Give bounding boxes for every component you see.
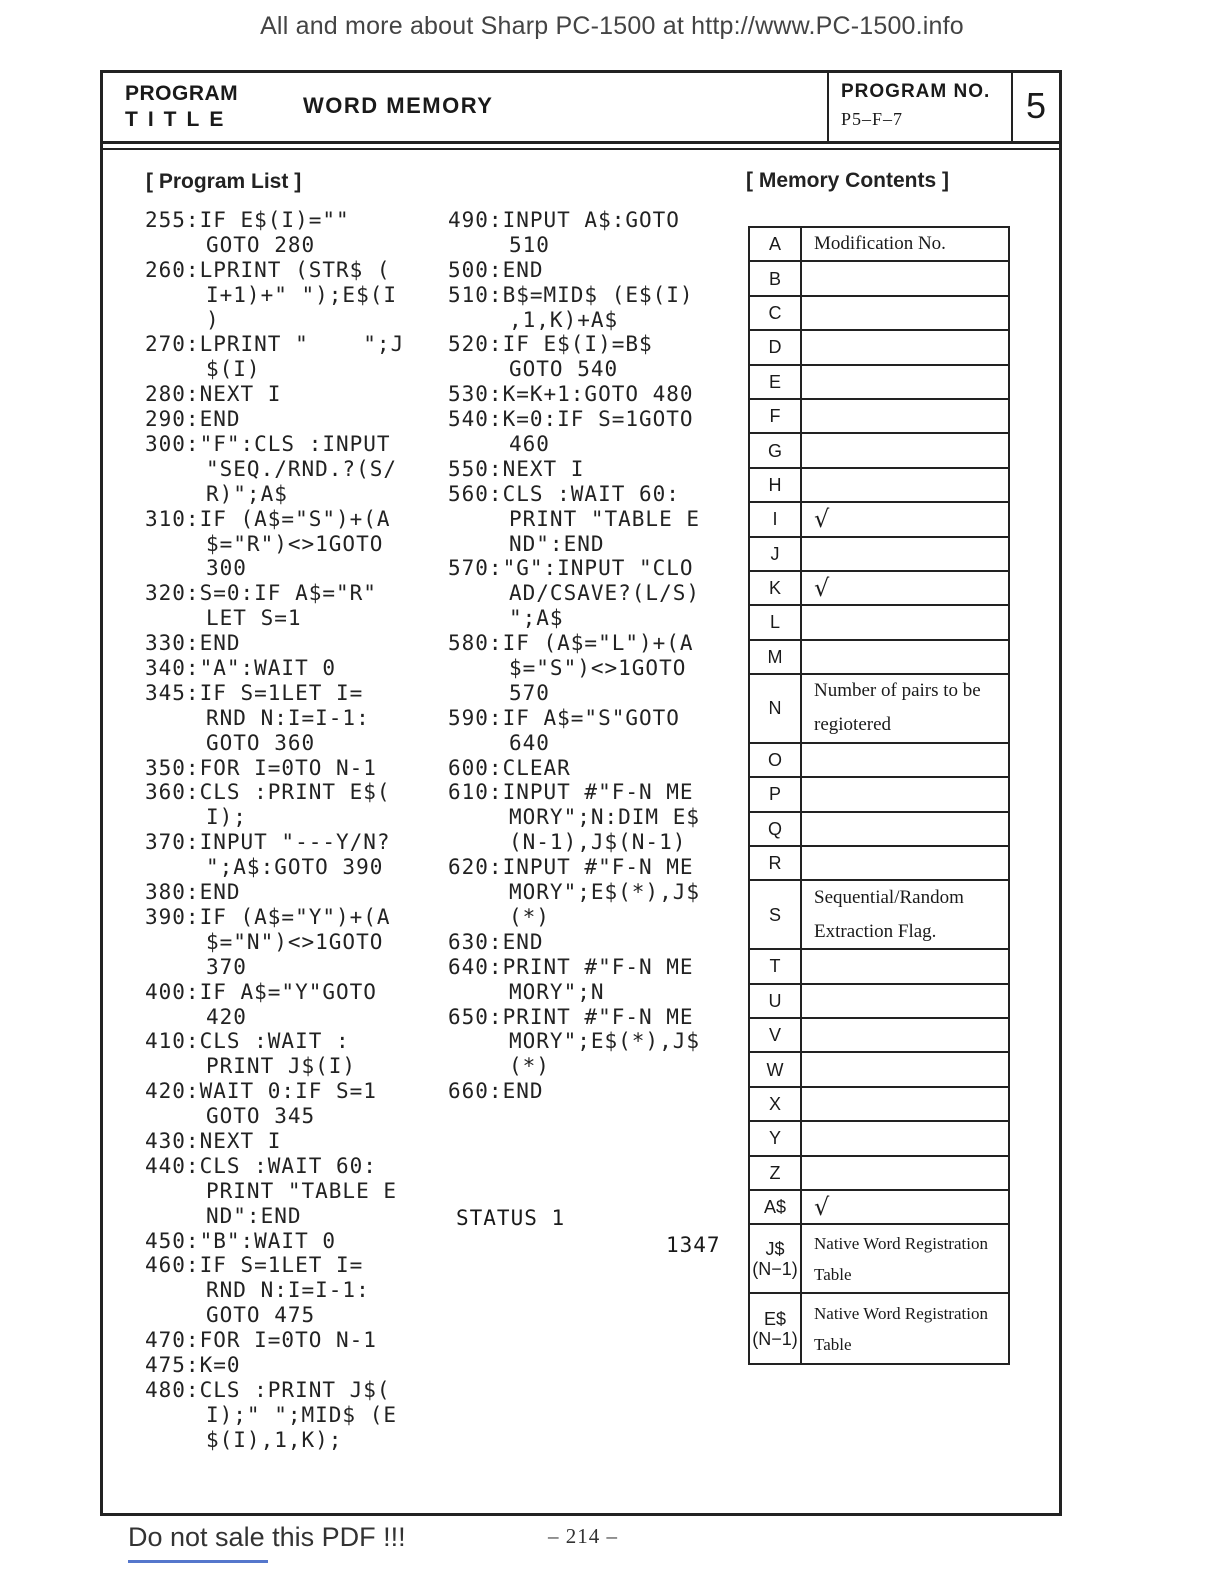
memory-description [802, 228, 1008, 260]
memory-row [750, 744, 1008, 778]
memory-variable: Y [750, 1122, 802, 1154]
memory-variable: E$ (N−1) [750, 1294, 802, 1363]
memory-row [750, 331, 1008, 365]
code-line: AD/CSAVE?(L/S) [509, 581, 701, 606]
code-line: 570 [509, 680, 550, 705]
code-line: I+1)+" ");E$(I [206, 282, 398, 307]
memory-description [802, 1053, 1008, 1085]
code-line: 580:IF (A$="L")+(A [448, 631, 694, 656]
memory-variable: A$ [750, 1191, 802, 1223]
memory-description [802, 985, 1008, 1017]
code-line: 410:CLS :WAIT : [145, 1029, 350, 1054]
memory-description [802, 538, 1008, 570]
code-line: 290:END [145, 407, 241, 432]
code-line: 450:"B":WAIT 0 [145, 1228, 337, 1253]
check-mark [802, 572, 1008, 604]
memory-description-text: Modification No. [814, 233, 946, 255]
memory-description [802, 1019, 1008, 1051]
code-line: 500:END [448, 257, 544, 282]
memory-contents-table [748, 226, 1010, 1365]
code-line: MORY";E$(*),J$ [509, 1029, 701, 1054]
memory-description [802, 1122, 1008, 1154]
code-line: GOTO 360 [206, 730, 316, 755]
memory-row [750, 813, 1008, 847]
memory-row [750, 297, 1008, 331]
code-line: 370 [206, 954, 247, 979]
memory-description-text: √ [814, 574, 830, 603]
code-line: 310:IF (A$="S")+(A [145, 506, 391, 531]
memory-description [802, 813, 1008, 845]
code-line: 320:S=0:IF A$="R" [145, 581, 377, 606]
program-title-label [103, 73, 263, 141]
check-mark [802, 503, 1008, 535]
memory-description [802, 675, 1008, 742]
code-line: 300 [206, 556, 247, 581]
memory-variable: X [750, 1088, 802, 1120]
code-line: PRINT "TABLE E [509, 506, 701, 531]
memory-variable: U [750, 985, 802, 1017]
code-line: LET S=1 [206, 606, 302, 631]
memory-row [750, 228, 1008, 262]
memory-description [802, 1225, 1008, 1292]
memory-row [750, 1088, 1008, 1122]
code-line: 560:CLS :WAIT 60: [448, 481, 680, 506]
code-line: PRINT "TABLE E [206, 1178, 398, 1203]
memory-variable: P [750, 778, 802, 810]
code-line: I);" ";MID$ (E [206, 1402, 398, 1427]
memory-row [750, 469, 1008, 503]
code-line: 510:B$=MID$ (E$(I) [448, 282, 694, 307]
memory-row [750, 538, 1008, 572]
memory-description [802, 847, 1008, 879]
memory-variable: M [750, 641, 802, 673]
code-line: 530:K=K+1:GOTO 480 [448, 382, 694, 407]
memory-description [802, 297, 1008, 329]
code-line: GOTO 280 [206, 232, 316, 257]
code-line: 520:IF E$(I)=B$ [448, 332, 653, 357]
code-line: 390:IF (A$="Y")+(A [145, 904, 391, 929]
memory-description [802, 1157, 1008, 1189]
code-line: 280:NEXT I [145, 382, 282, 407]
status-value: 1347 [666, 1233, 721, 1257]
code-line: 300:"F":CLS :INPUT [145, 432, 391, 457]
code-line: ) [206, 307, 220, 332]
code-line: PRINT J$(I) [206, 1054, 357, 1079]
code-line: 550:NEXT I [448, 456, 585, 481]
memory-row [750, 641, 1008, 675]
code-line: 480:CLS :PRINT J$( [145, 1377, 391, 1402]
program-number-cell [827, 73, 1011, 141]
program-number-value: P5–F–7 [841, 109, 904, 129]
code-line: $(I) [206, 357, 261, 382]
memory-row [750, 778, 1008, 812]
memory-row [750, 985, 1008, 1019]
code-line: 360:CLS :PRINT E$( [145, 780, 391, 805]
memory-description [802, 400, 1008, 432]
code-line: ";A$:GOTO 390 [206, 855, 384, 880]
code-line: 255:IF E$(I)="" [145, 208, 350, 232]
code-line: 570:"G":INPUT "CLO [448, 556, 694, 581]
memory-description [802, 469, 1008, 501]
code-line: 620:INPUT #"F-N ME [448, 855, 694, 880]
program-list-heading: [ Program List ] [146, 170, 302, 193]
memory-description-text: Number of pairs to be regiotered [814, 680, 981, 736]
code-line: GOTO 345 [206, 1104, 316, 1129]
memory-variable: N [750, 675, 802, 742]
code-line: ND":END [206, 1203, 302, 1228]
page-number: – 214 – [548, 1524, 618, 1548]
code-line: 590:IF A$="S"GOTO [448, 705, 680, 730]
memory-description [802, 778, 1008, 810]
memory-description-text: √ [814, 1193, 830, 1222]
memory-description [802, 744, 1008, 776]
memory-contents-heading: [ Memory Contents ] [746, 169, 950, 192]
code-line: 380:END [145, 880, 241, 905]
memory-variable: C [750, 297, 802, 329]
code-line: 330:END [145, 631, 241, 656]
code-line: 420 [206, 1004, 247, 1029]
memory-row [750, 400, 1008, 434]
memory-description [802, 331, 1008, 363]
code-line: 600:CLEAR [448, 755, 571, 780]
title-row [103, 73, 1059, 144]
memory-variable: O [750, 744, 802, 776]
title-label-line1: PROGRAM [125, 82, 239, 105]
code-line: 420:WAIT 0:IF S=1 [145, 1079, 377, 1104]
memory-row [750, 366, 1008, 400]
code-line: $="N")<>1GOTO [206, 929, 384, 954]
code-line: "SEQ./RND.?(S/ [206, 456, 398, 481]
memory-description-text: √ [814, 505, 830, 534]
code-line: 430:NEXT I [145, 1128, 282, 1153]
memory-row [750, 1019, 1008, 1053]
memory-variable: D [750, 331, 802, 363]
memory-row [750, 262, 1008, 296]
code-line: (N-1),J$(N-1) [509, 830, 687, 855]
source-banner: All and more about Sharp PC-1500 at http://www.PC-1500.info [260, 12, 964, 40]
memory-variable: F [750, 400, 802, 432]
code-line: 640:PRINT #"F-N ME [448, 954, 694, 979]
memory-variable: E [750, 366, 802, 398]
memory-row [750, 950, 1008, 984]
check-mark [802, 1191, 1008, 1223]
code-line: ";A$ [509, 606, 564, 631]
memory-row [750, 881, 1008, 950]
code-line: 540:K=0:IF S=1GOTO [448, 407, 694, 432]
memory-variable: H [750, 469, 802, 501]
code-line: RND N:I=I-1: [206, 705, 370, 730]
memory-description [802, 434, 1008, 466]
code-line: 340:"A":WAIT 0 [145, 656, 337, 681]
code-line: 640 [509, 730, 550, 755]
memory-description [802, 606, 1008, 638]
code-line: 345:IF S=1LET I= [145, 680, 364, 705]
code-line: 660:END [448, 1079, 544, 1104]
memory-variable: V [750, 1019, 802, 1051]
code-line: ,1,K)+A$ [509, 307, 619, 332]
memory-variable: A [750, 228, 802, 260]
memory-row [750, 606, 1008, 640]
memory-description-text: Native Word Registration Table [814, 1303, 988, 1354]
page-index: 5 [1011, 73, 1059, 141]
memory-description [802, 881, 1008, 948]
code-line: 440:CLS :WAIT 60: [145, 1153, 377, 1178]
code-line: 630:END [448, 929, 544, 954]
memory-variable: S [750, 881, 802, 948]
code-line: $="R")<>1GOTO [206, 531, 384, 556]
memory-variable: J$ (N−1) [750, 1225, 802, 1292]
code-line: (*) [509, 1054, 550, 1079]
code-line: 650:PRINT #"F-N ME [448, 1004, 694, 1029]
code-line: (*) [509, 904, 550, 929]
memory-description-text: Native Word Registration Table [814, 1233, 988, 1284]
code-line: I); [206, 805, 247, 830]
code-line: 270:LPRINT " ";J [145, 332, 405, 357]
code-line: 470:FOR I=0TO N-1 [145, 1328, 377, 1353]
memory-description [802, 1088, 1008, 1120]
code-line: 460:IF S=1LET I= [145, 1253, 364, 1278]
memory-description [802, 1294, 1008, 1363]
code-line: MORY";E$(*),J$ [509, 880, 701, 905]
memory-variable: W [750, 1053, 802, 1085]
memory-variable: Z [750, 1157, 802, 1189]
memory-row [750, 503, 1008, 537]
memory-row [750, 572, 1008, 606]
code-line: 370:INPUT "---Y/N? [145, 830, 391, 855]
code-line: MORY";N:DIM E$ [509, 805, 701, 830]
code-line: $="S")<>1GOTO [509, 656, 687, 681]
code-line: 490:INPUT A$:GOTO [448, 208, 680, 232]
code-line: R)";A$ [206, 481, 288, 506]
program-number-label: PROGRAM NO. [841, 81, 991, 102]
code-line: ND":END [509, 531, 605, 556]
memory-variable: Q [750, 813, 802, 845]
memory-description-text: Sequential/Random Extraction Flag. [814, 886, 964, 942]
status-label: STATUS 1 [456, 1206, 566, 1230]
memory-description [802, 950, 1008, 982]
program-list-column-1 [145, 208, 404, 1453]
code-line: 350:FOR I=0TO N-1 [145, 755, 377, 780]
footer-notice: Do not sale this PDF !!! [128, 1522, 406, 1552]
memory-row [750, 1122, 1008, 1156]
memory-description [802, 366, 1008, 398]
memory-row [750, 847, 1008, 881]
code-line: RND N:I=I-1: [206, 1278, 370, 1303]
memory-variable: L [750, 606, 802, 638]
code-line: 510 [509, 232, 550, 257]
code-line: GOTO 475 [206, 1303, 316, 1328]
memory-variable: G [750, 434, 802, 466]
memory-variable: J [750, 538, 802, 570]
code-line: $(I),1,K); [206, 1427, 343, 1452]
code-line: 260:LPRINT (STR$ ( [145, 257, 391, 282]
memory-variable: B [750, 262, 802, 294]
memory-variable: I [750, 503, 802, 535]
memory-row [750, 434, 1008, 468]
memory-variable: T [750, 950, 802, 982]
memory-description [802, 262, 1008, 294]
memory-description [802, 641, 1008, 673]
code-line: 610:INPUT #"F-N ME [448, 780, 694, 805]
program-title: WORD MEMORY [303, 93, 494, 118]
memory-row [750, 1157, 1008, 1191]
memory-variable: R [750, 847, 802, 879]
title-label-line2: TITLE [125, 108, 234, 131]
memory-row [750, 1294, 1008, 1363]
memory-row [750, 675, 1008, 744]
code-line: GOTO 540 [509, 357, 619, 382]
memory-row [750, 1191, 1008, 1225]
program-list-column-2 [448, 208, 700, 1104]
code-line: 475:K=0 [145, 1352, 241, 1377]
memory-row [750, 1225, 1008, 1294]
code-line: 460 [509, 432, 550, 457]
memory-row [750, 1053, 1008, 1087]
code-line: 400:IF A$="Y"GOTO [145, 979, 377, 1004]
code-line: MORY";N [509, 979, 605, 1004]
memory-variable: K [750, 572, 802, 604]
